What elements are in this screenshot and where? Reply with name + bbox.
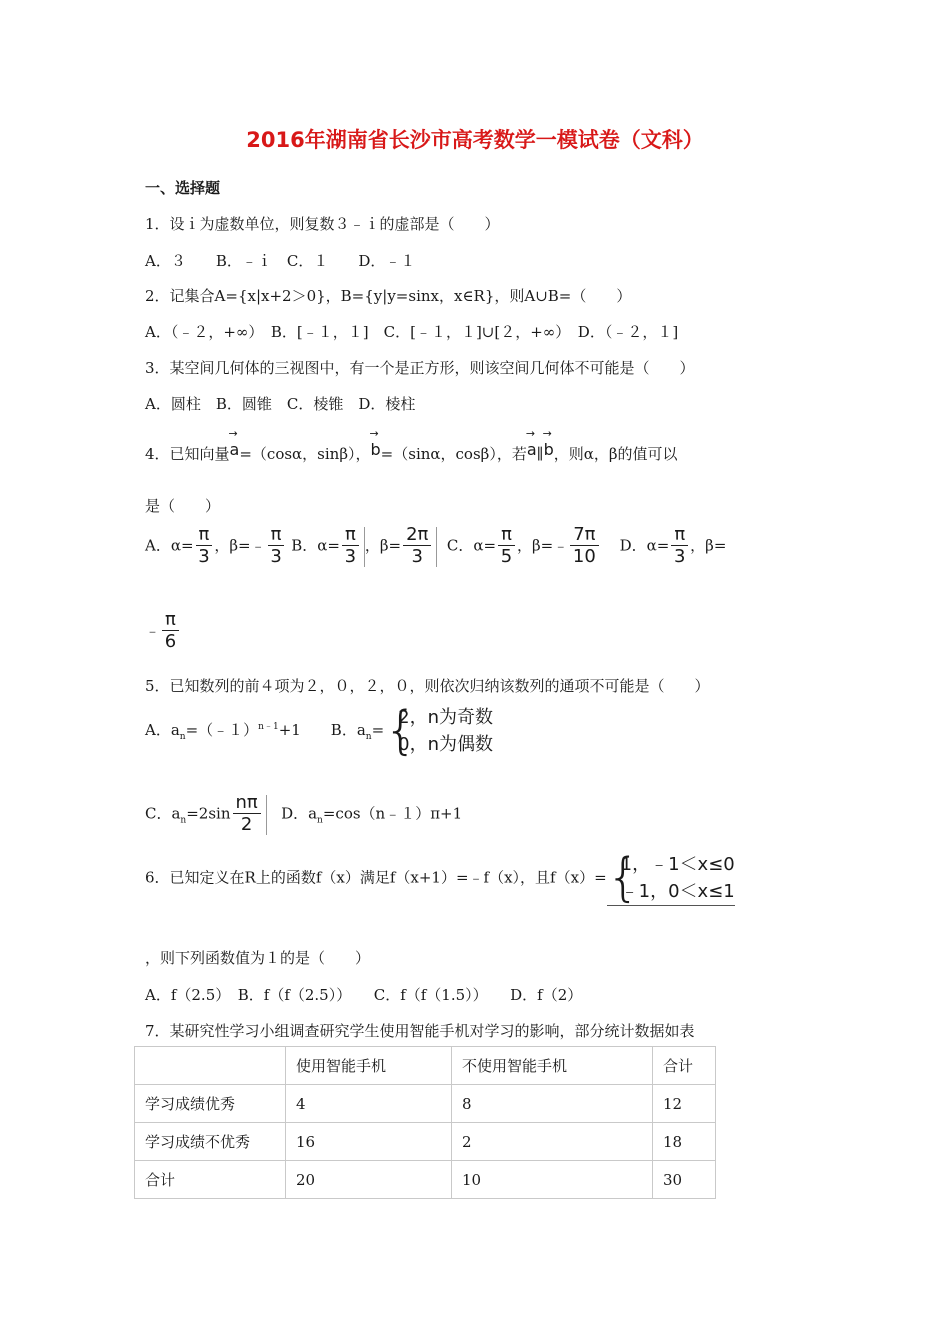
vector-a-ref: → a (527, 440, 537, 459)
q4-opt-d-minus: ﹣ (145, 621, 161, 640)
q4-opt-d-label: D．α= (619, 536, 670, 555)
table-header-cell: 使用智能手机 (286, 1047, 452, 1085)
table-cell: 18 (653, 1123, 716, 1161)
fraction (268, 525, 285, 568)
fraction (570, 525, 598, 568)
q4-part1: =（cosα，sinβ）， (239, 445, 371, 463)
fraction-denominator: 10 (572, 546, 596, 567)
piecewise-definition (384, 701, 494, 761)
table-cell: 4 (286, 1085, 452, 1123)
question-1-stem: 1．设ｉ为虚数单位，则复数３﹣ｉ的虚部是（ ） (145, 215, 500, 233)
subscript: n (365, 732, 372, 742)
fraction-denominator: 5 (500, 546, 513, 567)
fraction-numerator: π (162, 610, 179, 631)
q4-opt-b-label: B．α= (291, 536, 340, 555)
table-header-cell: 不使用智能手机 (452, 1047, 653, 1085)
subscript: n (179, 732, 186, 742)
fraction (671, 525, 688, 568)
fraction-denominator: 2 (240, 814, 253, 835)
piecewise-case-1: 1，﹣1＜x≤0 (620, 854, 735, 875)
question-4-options (145, 525, 726, 568)
question-5-stem: 5．已知数列的前４项为２，０，２，０，则依次归纳该数列的通项不可能是（ ） (145, 677, 710, 695)
table-row (135, 1085, 716, 1123)
table-cell: 合计 (135, 1161, 286, 1199)
piecewise-case-2: 0，n为偶数 (398, 734, 494, 755)
fraction-numerator: nπ (233, 793, 261, 814)
table-cell: 学习成绩不优秀 (135, 1123, 286, 1161)
fraction-numerator: π (268, 525, 285, 546)
fraction-numerator: π (498, 525, 515, 546)
vector-b: → b (371, 440, 381, 459)
q4-part2: =（sinα，cosβ），若 (380, 445, 527, 463)
q4-prefix: 4．已知向量 (145, 445, 230, 463)
brace-symbol: { (606, 848, 640, 908)
q6-stem-text: 6．已知定义在R上的函数f（x）满足f（x+1）=﹣f（x），且f（x）= (145, 868, 607, 887)
fraction (233, 793, 261, 836)
fraction (403, 525, 431, 568)
q5-opt-b-eq: = (371, 721, 385, 739)
q5-opt-c-rest: =2sin (186, 804, 231, 823)
q5-opt-c: C．a (145, 804, 181, 823)
piecewise-definition (606, 848, 735, 908)
question-4-stem (145, 440, 678, 464)
fraction-numerator: 7π (570, 525, 598, 546)
question-3-options: A．圆柱 B．圆锥 C．棱锥 D．棱柱 (145, 395, 416, 413)
table-row (135, 1123, 716, 1161)
q5-opt-a-end: +1 B．a (278, 721, 366, 739)
piecewise-case-1: 2，n为奇数 (398, 707, 494, 728)
question-6-stem-line2: ，则下列函数值为１的是（ ） (145, 949, 371, 967)
parallel-symbol: ∥ (536, 445, 544, 463)
q5-opt-a-rest: =（﹣１） (185, 721, 259, 739)
q5-opt-d: D．a (281, 804, 318, 823)
table-cell: 16 (286, 1123, 452, 1161)
table-cell: 2 (452, 1123, 653, 1161)
question-5-options-ab (145, 701, 494, 761)
question-7-stem: 7．某研究性学习小组调查研究学生使用智能手机对学习的影响，部分统计数据如表 (145, 1022, 695, 1040)
table-cell: 学习成绩优秀 (135, 1085, 286, 1123)
table-header-cell (135, 1047, 286, 1085)
fraction-denominator: 3 (198, 546, 210, 567)
piecewise-case-2: ﹣1，0＜x≤1 (620, 881, 735, 902)
table-row (135, 1161, 716, 1199)
table-header-row (135, 1047, 716, 1085)
vector-a: → a (230, 440, 240, 459)
table-cell: 12 (653, 1085, 716, 1123)
table-header-cell: 合计 (653, 1047, 716, 1085)
subscript: n (180, 815, 187, 826)
q4-opt-c-label: C．α= (446, 536, 497, 555)
fraction-denominator: 3 (411, 546, 423, 567)
vector-b-ref: → b (544, 440, 554, 459)
fraction-denominator: 3 (344, 546, 357, 567)
q4-part3: ，则α，β的值可以 (553, 445, 678, 463)
q5-opt-a: A．a (145, 721, 180, 739)
crop-divider (436, 527, 437, 567)
q5-opt-d-rest: =cos（n﹣１）π+1 (322, 804, 463, 823)
crop-divider (266, 795, 267, 835)
superscript: n﹣1 (258, 722, 279, 732)
subscript: n (317, 815, 323, 826)
fraction (162, 610, 179, 653)
fraction-numerator: π (342, 525, 359, 546)
fraction (498, 525, 515, 568)
q4-opt-a-beta: ，β=﹣ (214, 536, 266, 555)
question-5-options-cd (145, 793, 462, 836)
statistics-table (134, 1046, 716, 1199)
table-cell: 20 (286, 1161, 452, 1199)
brace-symbol: { (384, 701, 418, 761)
fraction-denominator: 6 (164, 631, 177, 652)
question-6-options: A．f（2.5） B．f（f（2.5）） C．f（f（1.5）） D．f（2） (145, 986, 583, 1004)
fraction-numerator: 2π (403, 525, 431, 546)
question-2-stem: 2．记集合A={x|x+2＞0}，B={y|y=sinx，x∈R}，则A∪B=（ ） (145, 287, 632, 305)
question-4-option-d-continued (145, 610, 181, 653)
fraction (196, 525, 213, 568)
table-cell: 8 (452, 1085, 653, 1123)
table-cell: 10 (452, 1161, 653, 1199)
q4-opt-d-beta: ，β= (690, 536, 727, 555)
question-2-options: A．（﹣２，+∞） B．[﹣１，１] C．[﹣１，１]∪[２，+∞） D．（﹣２，１] (145, 323, 679, 341)
fraction-numerator: π (671, 525, 688, 546)
question-1-options: A．３ B．﹣ｉ C．１ D．﹣１ (145, 252, 416, 270)
fraction-denominator: 3 (270, 546, 282, 567)
page-title: 2016年湖南省长沙市高考数学一模试卷（文科） (246, 128, 704, 152)
q4-opt-c-beta: ，β=﹣ (516, 536, 569, 555)
fraction (342, 525, 359, 568)
question-3-stem: 3．某空间几何体的三视图中，有一个是正方形，则该空间几何体不可能是（ ） (145, 359, 695, 377)
q4-opt-a-label: A．α= (145, 536, 194, 555)
fraction-numerator: π (196, 525, 213, 546)
question-6-stem (145, 848, 735, 908)
fraction-denominator: 3 (674, 546, 686, 567)
table-cell: 30 (653, 1161, 716, 1199)
question-4-stem-line2: 是（ ） (145, 497, 221, 515)
section-heading: 一、选择题 (145, 179, 221, 197)
q4-opt-b-beta: ，β= (364, 536, 402, 555)
